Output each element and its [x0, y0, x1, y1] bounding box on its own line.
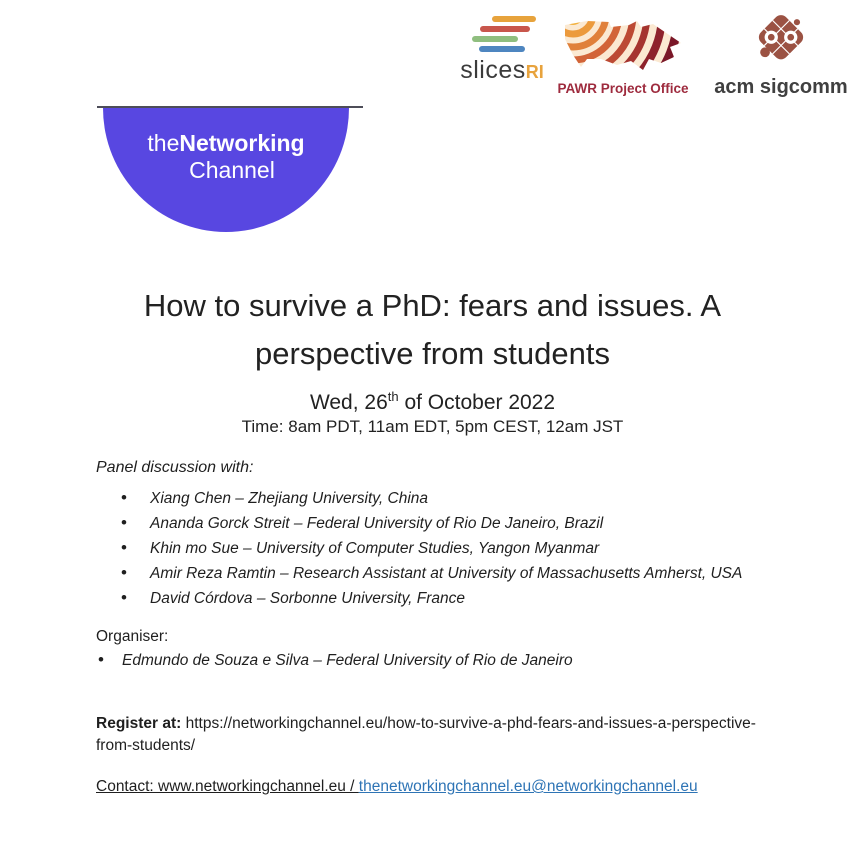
slices-logo-text: slicesRI [460, 56, 544, 84]
list-item: • Xiang Chen – Zhejiang University, China [96, 491, 796, 507]
pawr-project-office-logo [556, 12, 690, 96]
list-item: • Edmundo de Souza e Silva – Federal University of Rio de Janeiro [96, 653, 796, 669]
contact-label: Contact: www.networkingchannel.eu / [96, 778, 359, 795]
networking-channel-logo [103, 108, 349, 232]
list-item: • Khin mo Sue – University of Computer Studies, Yangon Myanmar [96, 541, 796, 557]
acm-sigcomm-logo [706, 8, 856, 99]
networking-channel-logo-line1: theNetworking [147, 130, 305, 156]
panel-section [96, 459, 796, 616]
list-item: • Ananda Gorck Streit – Federal University of Rio De Janeiro, Brazil [96, 516, 796, 532]
register-url: https://networkingchannel.eu/how-to-survive-a-phd-fears-and-issues-a-perspective-from-students/ [96, 715, 756, 754]
acm-logo-text: acm sigcomm [714, 76, 848, 98]
contact-email-link[interactable]: thenetworkingchannel.eu@networkingchannel.eu [358, 778, 698, 795]
event-title: How to survive a PhD: fears and issues. A perspective from students [143, 288, 722, 371]
panelist-list [96, 491, 796, 607]
event-time: Time: 8am PDT, 11am EDT, 5pm CEST, 12am JST [241, 417, 624, 436]
organiser-list [96, 653, 796, 669]
acm-sigcomm-diamond-icon [749, 8, 813, 70]
pawr-usa-map-icon [557, 12, 689, 74]
slices-bars-icon [466, 16, 538, 52]
register-info [96, 713, 786, 757]
register-label: Register at: [96, 715, 182, 732]
list-item: • David Córdova – Sorbonne University, France [96, 591, 796, 607]
list-item: • Amir Reza Ramtin – Research Assistant at University of Massachusetts Amherst, USA [96, 566, 796, 582]
contact-info [96, 778, 816, 796]
organiser-heading: Organiser: [96, 628, 169, 645]
networking-channel-logo-line2: Channel [189, 157, 275, 183]
event-date: Wed, 26th of October 2022 [309, 389, 556, 414]
slices-ri-logo [452, 16, 552, 83]
pawr-logo-text: PAWR Project Office [557, 81, 689, 96]
panel-heading: Panel discussion with: [96, 459, 254, 476]
organiser-section [96, 628, 796, 669]
